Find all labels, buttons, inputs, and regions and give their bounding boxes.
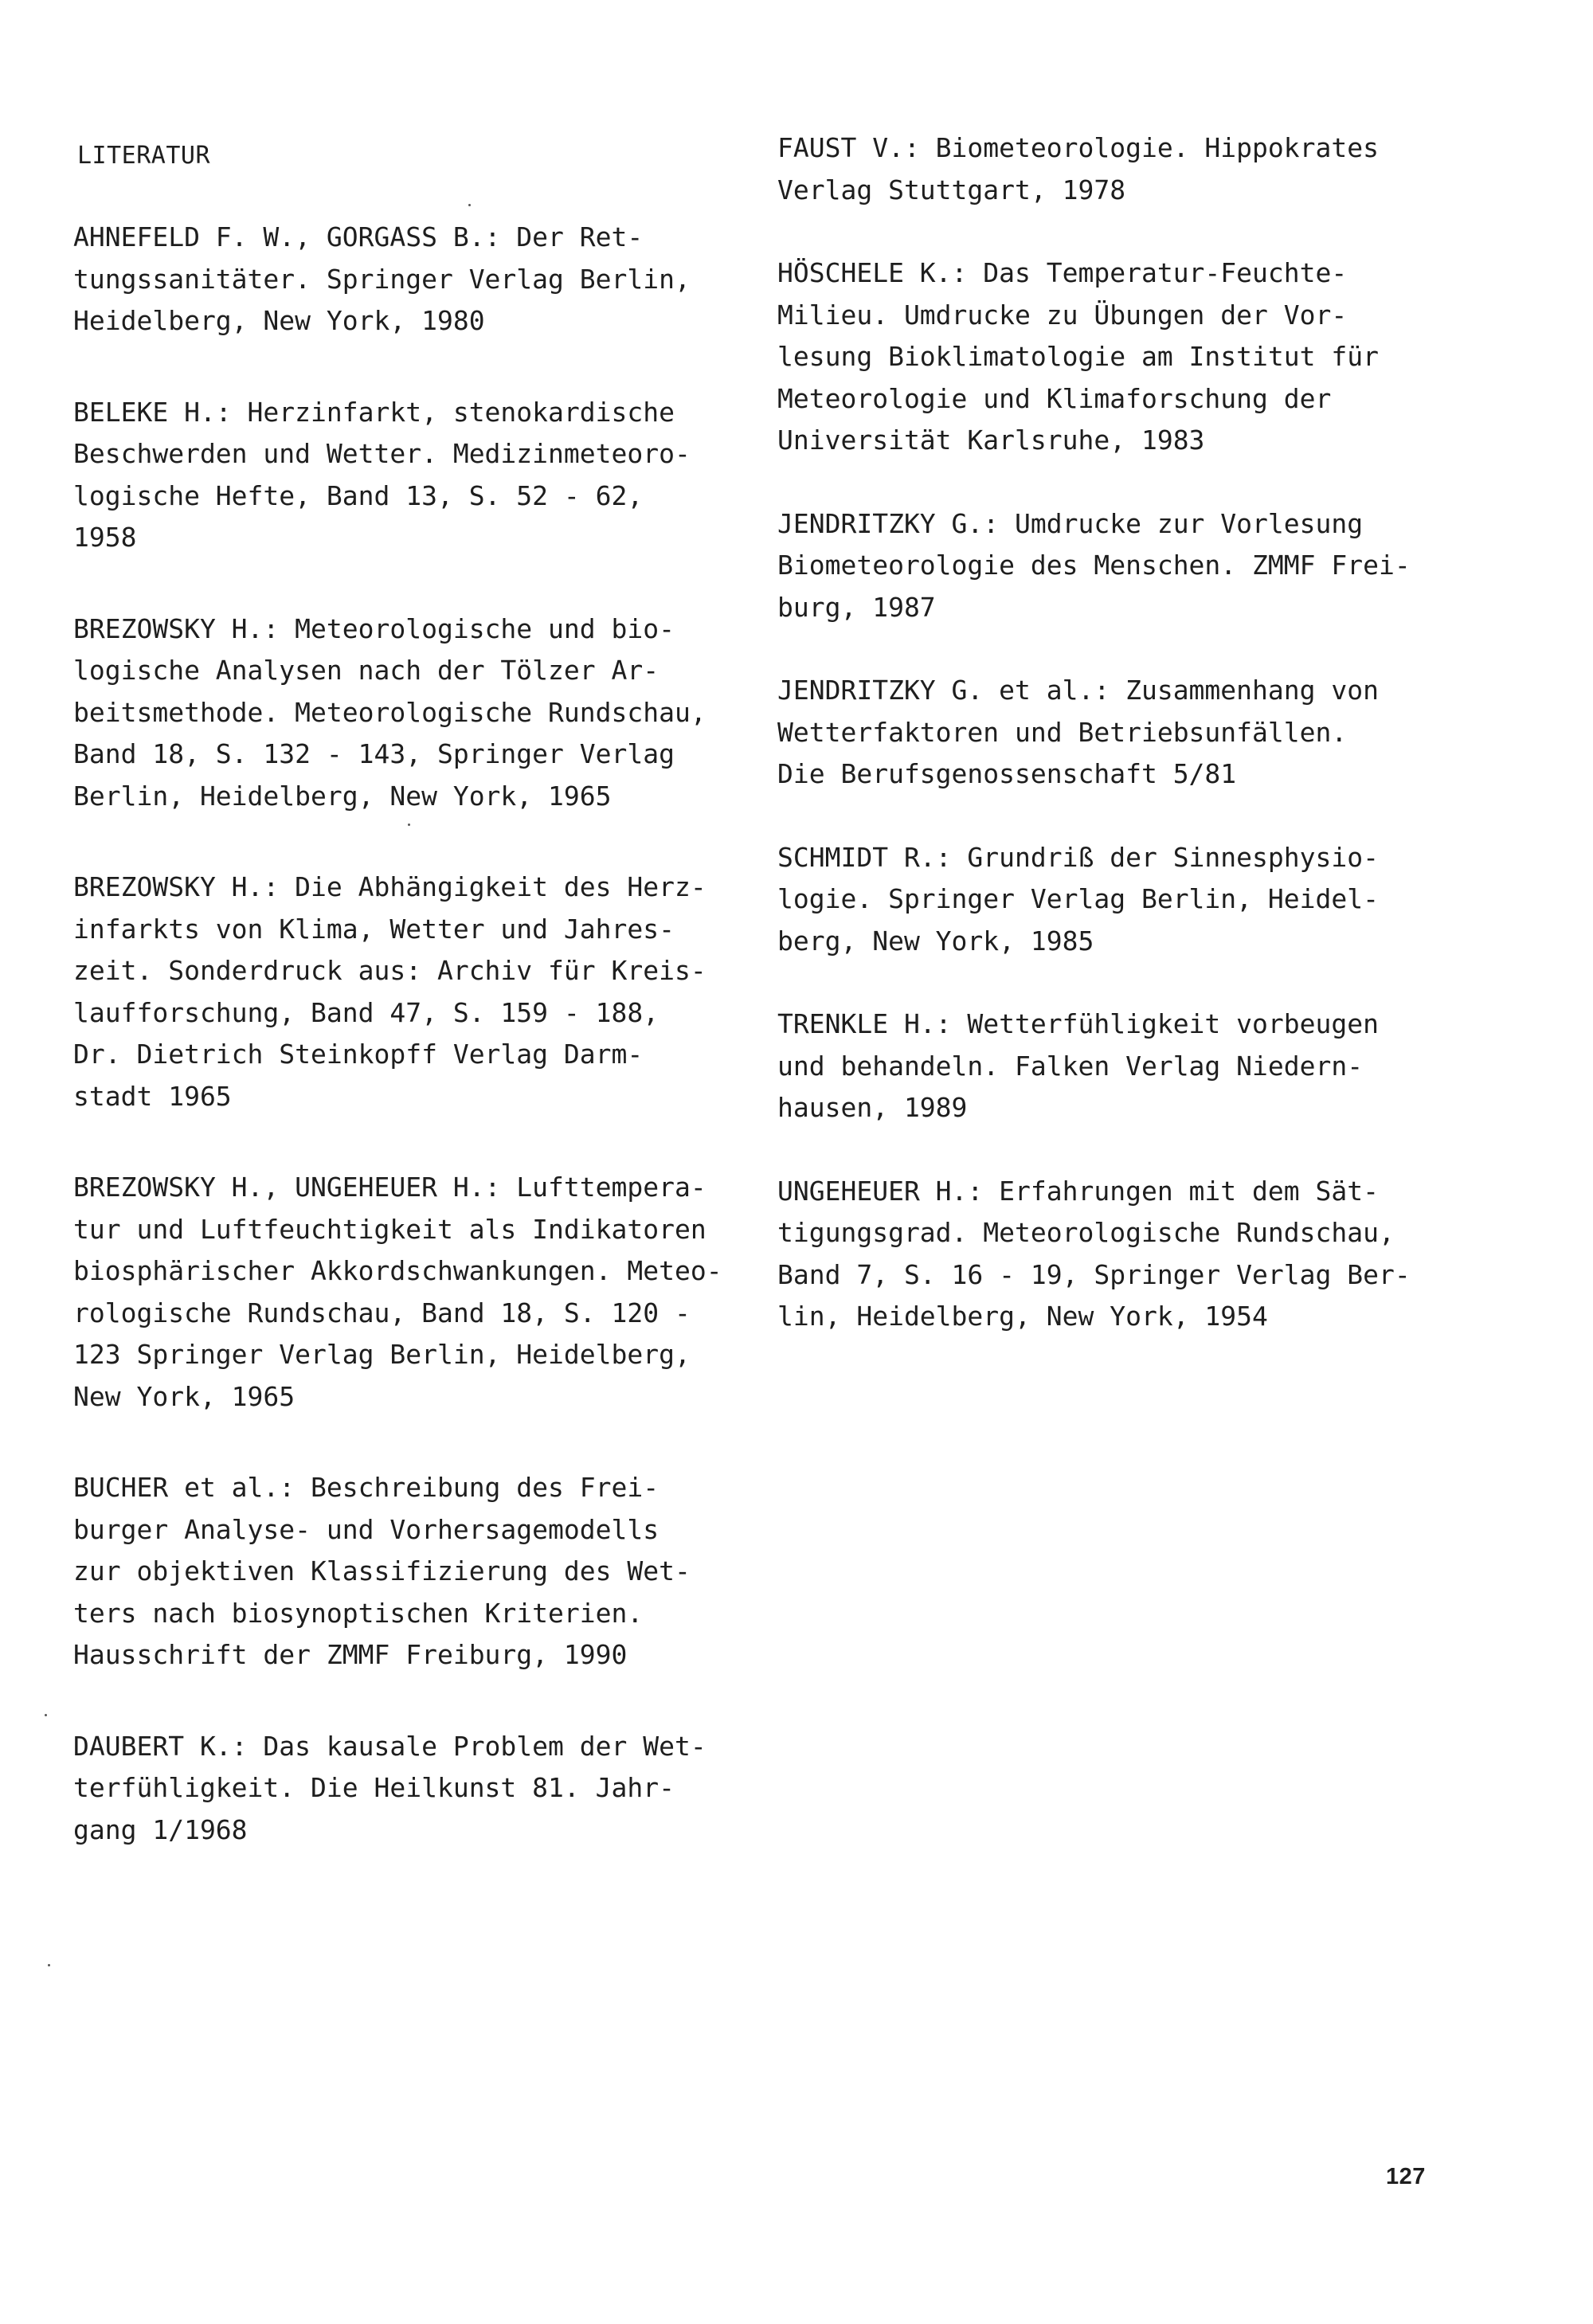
reference-entry-ungeheuer: UNGEHEUER H.: Erfahrungen mit dem Sät- tigungsgrad. Meteorologische Rundschau, Band 7, S. 16 - 19, Springer Verlag Ber- lin, Heidelberg, New York, 1954 bbox=[777, 1175, 1411, 1332]
reference-entry-trenkle: TRENKLE H.: Wetterfühligkeit vorbeugen und behandeln. Falken Verlag Niedern- hausen, 1989 bbox=[777, 1008, 1379, 1123]
scan-speck bbox=[408, 824, 410, 826]
reference-list-left bbox=[73, 217, 758, 1851]
reference-entry-daubert: DAUBERT K.: Das kausale Problem der Wet- terfühligkeit. Die Heilkunst 81. Jahr- gang 1/1968 bbox=[73, 1730, 706, 1845]
reference-entry-jendritzky-1: JENDRITZKY G.: Umdrucke zur Vorlesung Biometeorologie des Menschen. ZMMF Frei- burg, 1987 bbox=[777, 507, 1411, 623]
scan-speck bbox=[468, 204, 471, 206]
reference-entry-bucher: BUCHER et al.: Beschreibung des Frei- burger Analyse- und Vorhersagemodells zur objektiven Klassifizierung des Wet- ters nach biosynoptischen Kriterien. Hausschrift der ZMMF Freiburg, 1990 bbox=[73, 1472, 691, 1670]
page-number: 127 bbox=[1386, 2164, 1426, 2189]
reference-entry-schmidt: SCHMIDT R.: Grundriß der Sinnesphysio- logie. Springer Verlag Berlin, Heidel- berg, New York, 1985 bbox=[777, 841, 1379, 957]
page-heading: LITERATUR bbox=[77, 142, 211, 170]
reference-entry-hoeschele: HÖSCHELE K.: Das Temperatur-Feuchte- Milieu. Umdrucke zu Übungen der Vor- lesung Bioklimatologie am Institut für Meteorologie und Klimaforschung der Universität Karlsruhe, 1983 bbox=[777, 257, 1379, 456]
reference-entry-ahnefeld: AHNEFELD F. W., GORGASS B.: Der Ret- tungssanitäter. Springer Verlag Berlin, Heidelberg, New York, 1980 bbox=[73, 221, 691, 336]
reference-entry-jendritzky-2: JENDRITZKY G. et al.: Zusammenhang von Wetterfaktoren und Betriebsunfällen. Die Berufsgenossenschaft 5/81 bbox=[777, 675, 1379, 789]
reference-list-right bbox=[777, 127, 1462, 1338]
reference-entry-brezowsky-ungeheuer: BREZOWSKY H., UNGEHEUER H.: Lufttempera- tur und Luftfeuchtigkeit als Indikatoren biosphärischer Akkordschwankungen. Meteo- rologische Rundschau, Band 18, S. 120 - 123 Springer Verlag Berlin, Heidelberg, New York, 1965 bbox=[73, 1172, 722, 1412]
reference-entry-brezowsky-1: BREZOWSKY H.: Meteorologische und bio- logische Analysen nach der Tölzer Ar- beitsmethode. Meteorologische Rundschau, Band 18, S. 132 - 143, Springer Verlag Berlin, Heidelberg, New York, 1965 bbox=[73, 612, 706, 812]
scan-speck bbox=[48, 1964, 50, 1966]
reference-entry-faust: FAUST V.: Biometeorologie. Hippokrates Verlag Stuttgart, 1978 bbox=[777, 132, 1379, 205]
reference-entry-brezowsky-2: BREZOWSKY H.: Die Abhängigkeit des Herz- infarkts von Klima, Wetter und Jahres- zeit. Sonderdruck aus: Archiv für Kreis- laufforschung, Band 47, S. 159 - 188, Dr. Dietrich Steinkopff Verlag Darm- stadt 1965 bbox=[73, 871, 706, 1112]
scan-speck bbox=[45, 1714, 47, 1716]
reference-entry-beleke: BELEKE H.: Herzinfarkt, stenokardische Beschwerden und Wetter. Medizinmeteoro- logische Hefte, Band 13, S. 52 - 62, 1958 bbox=[73, 396, 691, 553]
